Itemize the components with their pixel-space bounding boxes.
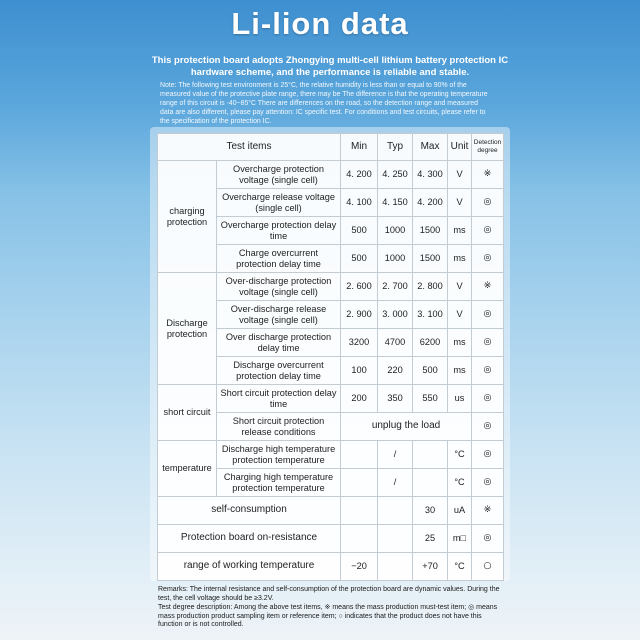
typ-cell bbox=[378, 553, 413, 581]
max-cell: 550 bbox=[413, 385, 448, 413]
min-cell bbox=[341, 497, 378, 525]
min-cell bbox=[341, 441, 378, 469]
table-row bbox=[158, 441, 504, 469]
typ-cell: 1000 bbox=[378, 217, 413, 245]
item-cell: self-consumption bbox=[158, 497, 341, 525]
max-cell: 1500 bbox=[413, 245, 448, 273]
group-temperature: temperature bbox=[158, 441, 217, 497]
min-cell: 200 bbox=[341, 385, 378, 413]
max-cell: 30 bbox=[413, 497, 448, 525]
group-short-circuit: short circuit bbox=[158, 385, 217, 441]
unit-cell: V bbox=[448, 189, 472, 217]
table-row bbox=[158, 553, 504, 581]
group-charging: charging protection bbox=[158, 161, 217, 273]
item-cell: Discharge overcurrent protection delay time bbox=[217, 357, 341, 385]
item-cell: Discharge high temperature protection temperature bbox=[217, 441, 341, 469]
item-cell: Overcharge protection voltage (single cell) bbox=[217, 161, 341, 189]
degree-symbol: ※ bbox=[472, 273, 504, 301]
unit-cell: ms bbox=[448, 245, 472, 273]
header-row bbox=[158, 134, 504, 161]
degree-symbol: ◎ bbox=[472, 357, 504, 385]
header-typ: Typ bbox=[378, 134, 413, 161]
unit-cell: °C bbox=[448, 441, 472, 469]
max-cell: 1500 bbox=[413, 217, 448, 245]
min-cell: 2. 600 bbox=[341, 273, 378, 301]
unit-cell: ms bbox=[448, 217, 472, 245]
typ-cell: 220 bbox=[378, 357, 413, 385]
min-cell: 4. 100 bbox=[341, 189, 378, 217]
specs-table bbox=[157, 133, 504, 581]
min-cell: 2. 900 bbox=[341, 301, 378, 329]
table-row bbox=[158, 385, 504, 413]
min-cell: 500 bbox=[341, 217, 378, 245]
max-cell: 2. 800 bbox=[413, 273, 448, 301]
min-cell: 3200 bbox=[341, 329, 378, 357]
unit-cell: us bbox=[448, 385, 472, 413]
max-cell bbox=[413, 469, 448, 497]
unit-cell: V bbox=[448, 301, 472, 329]
unit-cell: °C bbox=[448, 553, 472, 581]
degree-symbol: ※ bbox=[472, 497, 504, 525]
table-row bbox=[158, 525, 504, 553]
page-title: Li-lion data bbox=[231, 6, 409, 41]
degree-symbol: ※ bbox=[472, 161, 504, 189]
typ-cell: / bbox=[378, 441, 413, 469]
degree-symbol: ◎ bbox=[472, 217, 504, 245]
max-cell: 25 bbox=[413, 525, 448, 553]
max-cell: 6200 bbox=[413, 329, 448, 357]
unit-cell: V bbox=[448, 273, 472, 301]
subtitle: This protection board adopts Zhongying multi-cell lithium battery protection IC hardware scheme, and the performance is reliable and stable. bbox=[151, 55, 509, 78]
degree-symbol: ◎ bbox=[472, 413, 504, 441]
typ-cell bbox=[378, 525, 413, 553]
degree-symbol: ◎ bbox=[472, 329, 504, 357]
min-cell: 100 bbox=[341, 357, 378, 385]
typ-cell: 3. 000 bbox=[378, 301, 413, 329]
typ-cell: 4. 250 bbox=[378, 161, 413, 189]
unit-cell: ms bbox=[448, 357, 472, 385]
degree-symbol: ◎ bbox=[472, 525, 504, 553]
item-cell: Charging high temperature protection temperature bbox=[217, 469, 341, 497]
header-min: Min bbox=[341, 134, 378, 161]
remarks-degree-description: Test degree description: Among the above test items, ※ means the mass production must-test item; ◎ means mass production product sampling item or reference item; ○ indicates that the product does not have this function or is not controlled. bbox=[158, 604, 498, 629]
max-cell: +70 bbox=[413, 553, 448, 581]
unit-cell: V bbox=[448, 161, 472, 189]
item-cell: Short circuit protection delay time bbox=[217, 385, 341, 413]
typ-cell: 4700 bbox=[378, 329, 413, 357]
degree-symbol: ○ bbox=[472, 553, 504, 581]
table-row bbox=[158, 497, 504, 525]
table-row bbox=[158, 161, 504, 189]
degree-symbol: ◎ bbox=[472, 385, 504, 413]
max-cell: 4. 300 bbox=[413, 161, 448, 189]
remarks-internal-resistance: Remarks: The internal resistance and self-consumption of the protection board are dynamic values. During the test, the cell voltage should be ≥3.2V. bbox=[158, 586, 500, 602]
min-cell: −20 bbox=[341, 553, 378, 581]
unit-cell: ms bbox=[448, 329, 472, 357]
max-cell: 3. 100 bbox=[413, 301, 448, 329]
degree-symbol: ◎ bbox=[472, 189, 504, 217]
release-condition-cell: unplug the load bbox=[341, 413, 472, 441]
group-discharge: Discharge protection bbox=[158, 273, 217, 385]
max-cell bbox=[413, 441, 448, 469]
item-cell: Overcharge release voltage (single cell) bbox=[217, 189, 341, 217]
header-max: Max bbox=[413, 134, 448, 161]
unit-cell: m□ bbox=[448, 525, 472, 553]
table-row bbox=[158, 273, 504, 301]
item-cell: Charge overcurrent protection delay time bbox=[217, 245, 341, 273]
typ-cell: 4. 150 bbox=[378, 189, 413, 217]
degree-symbol: ◎ bbox=[472, 245, 504, 273]
item-cell: Short circuit protection release conditions bbox=[217, 413, 341, 441]
degree-symbol: ◎ bbox=[472, 441, 504, 469]
typ-cell bbox=[378, 497, 413, 525]
min-cell: 500 bbox=[341, 245, 378, 273]
test-note: Note: The following test environment is 25°C, the relative humidity is less than or equal to 90% of the measured value of the protective plate range, there may be The difference is that the operating temperature range of this circuit is -40~85°C There are differences on the road, so the detection range and measured data are also different, please pay attention: IC specific test. For conditions and test circuits, please refer to the specification of the protection IC. bbox=[160, 82, 488, 125]
header-test-items: Test items bbox=[158, 134, 341, 161]
min-cell bbox=[341, 469, 378, 497]
unit-cell: uA bbox=[448, 497, 472, 525]
max-cell: 4. 200 bbox=[413, 189, 448, 217]
min-cell bbox=[341, 525, 378, 553]
item-cell: Overcharge protection delay time bbox=[217, 217, 341, 245]
max-cell: 500 bbox=[413, 357, 448, 385]
item-cell: Over discharge protection delay time bbox=[217, 329, 341, 357]
typ-cell: / bbox=[378, 469, 413, 497]
item-cell: Over-discharge release voltage (single cell) bbox=[217, 301, 341, 329]
typ-cell: 2. 700 bbox=[378, 273, 413, 301]
remarks bbox=[158, 586, 503, 630]
typ-cell: 350 bbox=[378, 385, 413, 413]
item-cell: Protection board on-resistance bbox=[158, 525, 341, 553]
header-detection-degree: Detection degree bbox=[472, 134, 504, 161]
degree-symbol: ◎ bbox=[472, 301, 504, 329]
item-cell: range of working temperature bbox=[158, 553, 341, 581]
min-cell: 4. 200 bbox=[341, 161, 378, 189]
unit-cell: °C bbox=[448, 469, 472, 497]
typ-cell: 1000 bbox=[378, 245, 413, 273]
item-cell: Over-discharge protection voltage (single cell) bbox=[217, 273, 341, 301]
header-unit: Unit bbox=[448, 134, 472, 161]
degree-symbol: ◎ bbox=[472, 469, 504, 497]
